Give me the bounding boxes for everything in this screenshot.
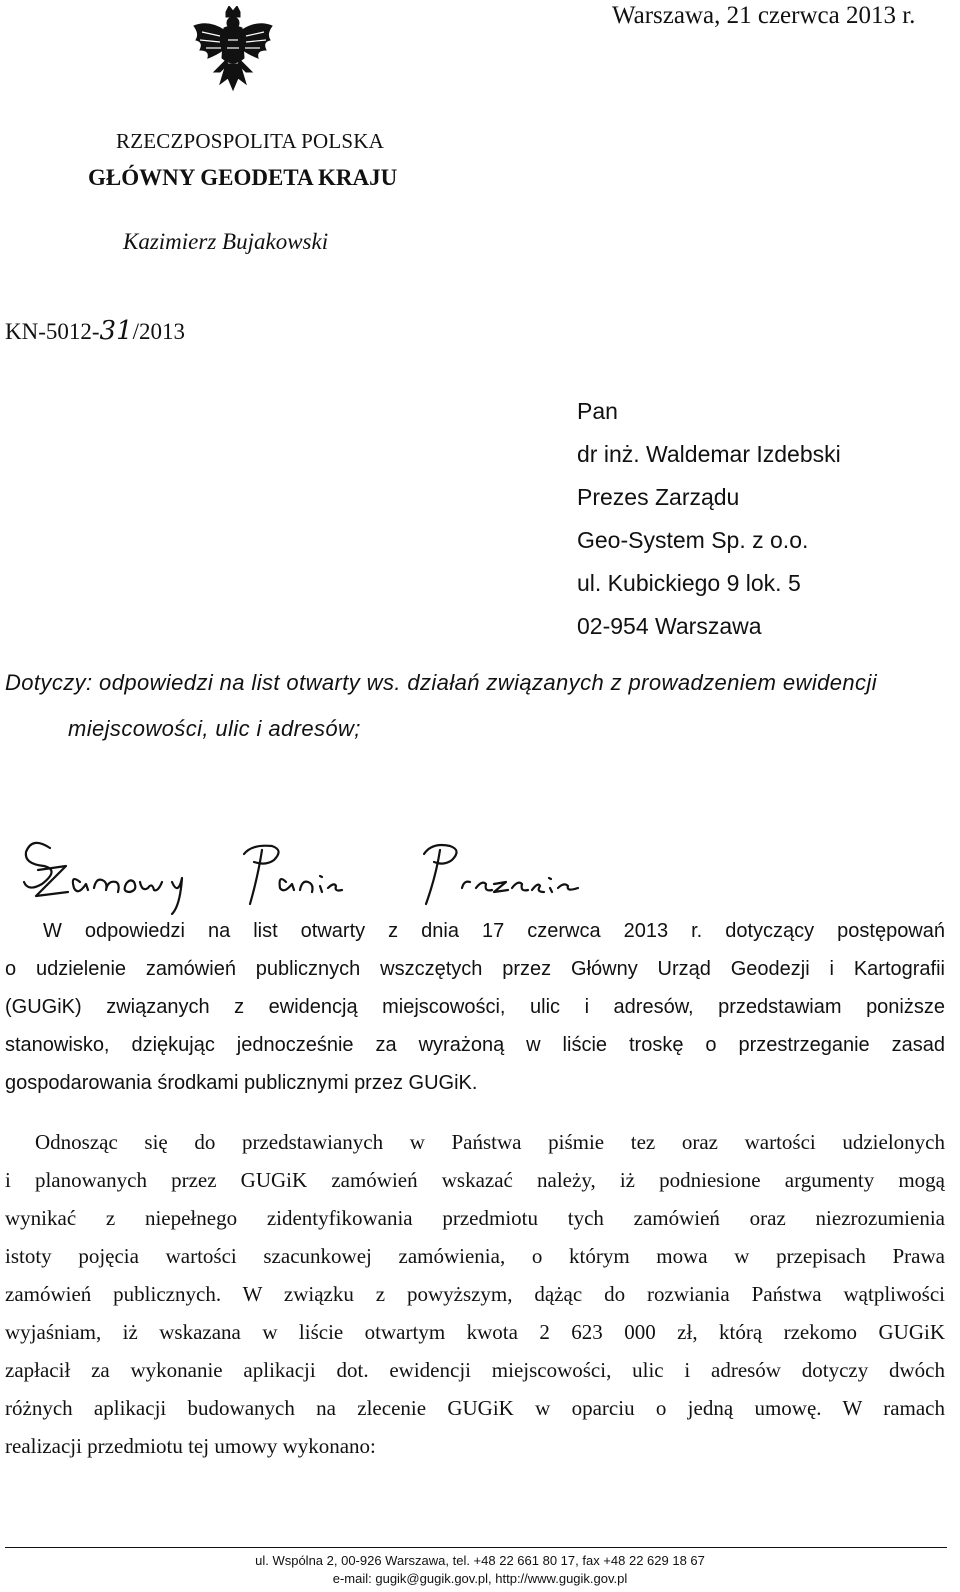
footer-address: ul. Wspólna 2, 00-926 Warszawa, tel. +48 22 661 80 17, fax +48 22 629 18 67 [255,1553,705,1568]
recipient-line: Prezes Zarządu [577,484,740,510]
paragraph-line: zapłacił za wykonanie aplikacji dot. ewidencji miejscowości, ulic i adresów dotyczy dwóch [5,1358,945,1382]
paragraph-line: wyjaśniam, iż wskazana w liście otwartym kwota 2 623 000 zł, którą rzekomo GUGiK [5,1320,945,1344]
case-reference-suffix: /2013 [132,319,186,344]
recipient-line: dr inż. Waldemar Izdebski [577,441,841,467]
handwritten-salutation-icon [22,826,582,916]
paragraph-line: wynikać z niepełnego zidentyfikowania przedmiotu tych zamówień oraz niezrozumienia [5,1206,945,1230]
recipient-line: 02-954 Warszawa [577,613,762,639]
footer-contact: e-mail: gugik@gugik.gov.pl, http://www.gugik.gov.pl [332,1571,628,1586]
paragraph-2 [5,1123,945,1465]
paragraph-line: różnych aplikacji budowanych na zlecenie GUGiK w oparciu o jedną umowę. W ramach [5,1396,945,1420]
paragraph-line: o udzielenie zamówień publicznych wszczętych przez Główny Urząd Geodezji i Kartografii [5,958,945,980]
subject-line: Dotyczy: odpowiedzi na list otwarty ws. działań związanych z prowadzeniem ewidencji [5,670,878,695]
paragraph-line: gospodarowania środkami publicznymi przez GUGiK. [5,1072,478,1094]
office-title: GŁÓWNY GEODETA KRAJU [88,165,398,190]
subject-line-continued: miejscowości, ulic i adresów; [68,716,361,741]
case-reference-number: 31 [99,316,133,346]
paragraph-line: (GUGiK) związanych z ewidencją miejscowości, ulic i adresów, przedstawiam poniższe [5,996,945,1018]
paragraph-1 [5,912,945,1102]
case-reference [5,316,185,346]
paragraph-line: W odpowiedzi na list otwarty z dnia 17 czerwca 2013 r. dotyczący postępowań [43,920,945,942]
eagle-emblem-icon [190,6,276,102]
official-name: Kazimierz Bujakowski [123,229,329,254]
paragraph-line: zamówień publicznych. W związku z powyższym, dążąc do rozwiania Państwa wątpliwości [5,1282,945,1306]
recipient-line: Geo-System Sp. z o.o. [577,527,809,553]
paragraph-line: realizacji przedmiotu tej umowy wykonano: [5,1434,376,1458]
country-name: RZECZPOSPOLITA POLSKA [116,129,384,153]
letter-date: Warszawa, 21 czerwca 2013 r. [612,2,916,29]
paragraph-line: Odnosząc się do przedstawianych w Państwa piśmie tez oraz wartości udzielonych [35,1130,945,1154]
case-reference-prefix: KN-5012- [5,319,100,344]
paragraph-line: stanowisko, dziękując jednocześnie za wyrażoną w liście troskę o przestrzeganie zasad [5,1034,945,1056]
paragraph-line: istoty pojęcia wartości szacunkowej zamówienia, o którym mowa w przepisach Prawa [5,1244,945,1268]
footer-divider [5,1547,947,1548]
recipient-line: Pan [577,398,618,424]
recipient-line: ul. Kubickiego 9 lok. 5 [577,570,801,596]
paragraph-line: i planowanych przez GUGiK zamówień wskazać należy, iż podniesione argumenty mogą [5,1168,945,1192]
